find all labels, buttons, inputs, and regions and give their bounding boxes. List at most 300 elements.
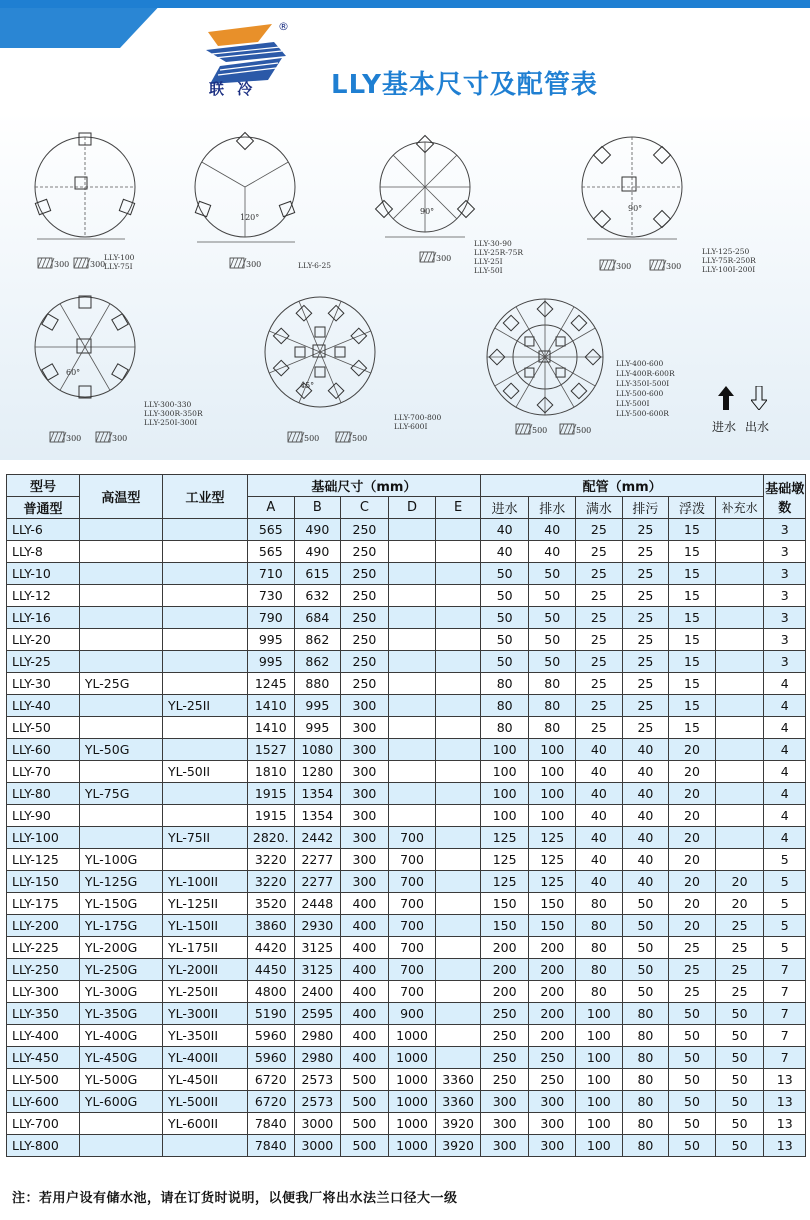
table-cell: YL-400G	[79, 1025, 162, 1047]
header-hightemp: 高温型	[79, 475, 162, 519]
table-cell: 250	[341, 629, 389, 651]
table-cell: 700	[388, 937, 436, 959]
table-cell: LLY-12	[7, 585, 80, 607]
table-cell: 300	[341, 827, 389, 849]
table-cell: 250	[480, 1069, 529, 1091]
table-cell	[79, 1113, 162, 1135]
table-cell: 300	[529, 1091, 576, 1113]
table-cell: 684	[294, 607, 341, 629]
table-cell	[436, 893, 481, 915]
dimension-line	[520, 424, 524, 434]
table-cell: 565	[247, 519, 294, 541]
table-cell: 2277	[294, 871, 341, 893]
dimension-line	[238, 258, 242, 268]
base-dimension-label: 500	[352, 434, 368, 443]
table-cell: 7840	[247, 1135, 294, 1157]
table-cell: 25	[576, 651, 623, 673]
header-e: E	[436, 497, 481, 519]
table-cell: 7	[764, 1047, 806, 1069]
dimension-line	[495, 328, 545, 357]
header-model: 型号	[7, 475, 80, 497]
foundation-diagrams	[0, 112, 810, 460]
table-cell	[715, 563, 764, 585]
table-cell: 3	[764, 563, 806, 585]
table-cell: YL-500II	[162, 1091, 247, 1113]
table-cell: 500	[341, 1135, 389, 1157]
pier-square	[237, 133, 254, 150]
pier-square	[594, 147, 611, 164]
brand-name: 联 冷	[209, 80, 257, 98]
model-label: LLY-6-25	[298, 261, 331, 270]
table-cell: 6720	[247, 1091, 294, 1113]
dimension-line	[230, 258, 234, 268]
table-cell: 80	[480, 695, 529, 717]
table-row	[7, 783, 806, 805]
table-cell	[79, 563, 162, 585]
table-cell: 25	[576, 519, 623, 541]
table-cell	[436, 827, 481, 849]
table-row	[7, 739, 806, 761]
table-cell: 100	[529, 805, 576, 827]
table-cell	[388, 585, 436, 607]
table-cell: 250	[480, 1003, 529, 1025]
table-cell: 250	[480, 1047, 529, 1069]
dimension-line	[516, 307, 545, 357]
table-cell: 25	[622, 651, 669, 673]
table-cell: 700	[388, 915, 436, 937]
table-cell: 700	[388, 827, 436, 849]
table-cell: LLY-300	[7, 981, 80, 1003]
table-cell	[436, 761, 481, 783]
table-cell	[162, 607, 247, 629]
table-cell: 5	[764, 915, 806, 937]
table-cell: 40	[622, 827, 669, 849]
header	[0, 0, 810, 120]
table-cell: YL-600G	[79, 1091, 162, 1113]
table-cell	[715, 717, 764, 739]
table-cell	[436, 717, 481, 739]
table-row	[7, 695, 806, 717]
table-cell	[162, 717, 247, 739]
table-cell: 3860	[247, 915, 294, 937]
model-label: LLY-75R-250R	[702, 256, 756, 265]
base-dimension-label: 300	[616, 262, 632, 271]
table-cell: 250	[341, 541, 389, 563]
table-cell: 1410	[247, 717, 294, 739]
table-cell: 2400	[294, 981, 341, 1003]
table-cell: LLY-450	[7, 1047, 80, 1069]
table-cell: 995	[294, 717, 341, 739]
table-cell: LLY-150	[7, 871, 80, 893]
table-row	[7, 541, 806, 563]
base-dimension-label: 500	[576, 426, 592, 435]
table-cell	[436, 695, 481, 717]
model-label: LLY-400-600	[616, 359, 664, 368]
table-cell: 50	[622, 893, 669, 915]
table-cell	[436, 607, 481, 629]
table-cell: 50	[480, 629, 529, 651]
table-cell: 50	[622, 959, 669, 981]
table-row	[7, 519, 806, 541]
table-cell: 125	[480, 871, 529, 893]
table-cell: 400	[341, 893, 389, 915]
table-cell: 790	[247, 607, 294, 629]
table-row	[7, 871, 806, 893]
table-cell: 400	[341, 959, 389, 981]
dimension-line	[524, 424, 528, 434]
table-cell: 50	[529, 563, 576, 585]
table-cell: 15	[669, 541, 716, 563]
table-cell: 300	[341, 761, 389, 783]
table-cell	[436, 937, 481, 959]
table-cell: LLY-200	[7, 915, 80, 937]
model-label: LLY-600I	[394, 422, 428, 431]
table-row	[7, 893, 806, 915]
table-cell	[79, 695, 162, 717]
model-label: LLY-300-330	[144, 400, 192, 409]
table-cell: 25	[576, 585, 623, 607]
table-cell: 7	[764, 1003, 806, 1025]
table-cell: 13	[764, 1135, 806, 1157]
base-dimension-label: 300	[90, 260, 106, 269]
table-cell: 50	[480, 563, 529, 585]
table-cell: 7	[764, 959, 806, 981]
table-cell: 2595	[294, 1003, 341, 1025]
table-cell: 300	[341, 717, 389, 739]
table-row	[7, 1113, 806, 1135]
dimension-line	[425, 155, 457, 187]
table-cell: 25	[715, 981, 764, 1003]
base-dimension-label: 300	[112, 434, 128, 443]
table-cell: 250	[341, 563, 389, 585]
dimension-line	[424, 252, 428, 262]
table-cell	[436, 541, 481, 563]
pier-square	[42, 314, 58, 330]
table-cell: 862	[294, 651, 341, 673]
page-title: LLY基本尺寸及配管表	[331, 70, 598, 100]
table-cell: 15	[669, 673, 716, 695]
inlet-arrow-icon	[718, 386, 734, 410]
table-cell: 1810	[247, 761, 294, 783]
table-cell: 20	[715, 871, 764, 893]
model-label: LLY-350I-500I	[616, 379, 670, 388]
table-cell: 50	[480, 607, 529, 629]
table-cell: 50	[715, 1091, 764, 1113]
model-label: LLY-500I	[616, 399, 650, 408]
table-cell: 1000	[388, 1135, 436, 1157]
base-dimension-label: 300	[66, 434, 82, 443]
table-cell: 40	[622, 739, 669, 761]
dimension-line	[344, 432, 348, 442]
table-row	[7, 761, 806, 783]
table-cell: 50	[622, 937, 669, 959]
dimension-line	[46, 258, 50, 268]
table-cell: 300	[529, 1113, 576, 1135]
table-cell: 50	[529, 585, 576, 607]
dimension-line	[545, 357, 595, 386]
table-cell	[388, 607, 436, 629]
model-label: LLY-25R-75R	[474, 248, 524, 257]
table-cell: 80	[480, 717, 529, 739]
pier-square	[654, 147, 671, 164]
table-cell: 100	[480, 739, 529, 761]
dimension-line	[654, 260, 658, 270]
table-row	[7, 651, 806, 673]
table-cell: 3920	[436, 1113, 481, 1135]
table-cell: 20	[669, 783, 716, 805]
table-cell	[79, 1135, 162, 1157]
model-label: LLY-400R-600R	[616, 369, 675, 378]
table-cell: 50	[669, 1047, 716, 1069]
table-cell: 40	[576, 805, 623, 827]
table-cell: 250	[341, 651, 389, 673]
table-cell: LLY-125	[7, 849, 80, 871]
table-cell: 4	[764, 783, 806, 805]
table-row	[7, 607, 806, 629]
table-cell: 1280	[294, 761, 341, 783]
table-cell	[162, 651, 247, 673]
table-cell	[436, 959, 481, 981]
table-cell: 1080	[294, 739, 341, 761]
pier-square	[525, 368, 534, 377]
pier-square	[315, 327, 325, 337]
table-cell: 3	[764, 651, 806, 673]
table-cell: YL-100II	[162, 871, 247, 893]
table-cell: 80	[622, 1069, 669, 1091]
base-dimension-label: 500	[532, 426, 548, 435]
table-cell: 3920	[436, 1135, 481, 1157]
table-cell: YL-250II	[162, 981, 247, 1003]
table-cell: 3	[764, 541, 806, 563]
table-cell: 862	[294, 629, 341, 651]
table-cell	[79, 519, 162, 541]
table-cell: YL-75G	[79, 783, 162, 805]
table-cell: YL-500G	[79, 1069, 162, 1091]
table-cell	[436, 563, 481, 585]
table-cell: 13	[764, 1091, 806, 1113]
table-cell: 200	[480, 981, 529, 1003]
dimension-line	[42, 258, 46, 268]
table-cell: 40	[622, 805, 669, 827]
table-cell: LLY-6	[7, 519, 80, 541]
table-cell	[388, 805, 436, 827]
table-cell: YL-25G	[79, 673, 162, 695]
table-cell: 25	[576, 629, 623, 651]
table-cell: 3360	[436, 1069, 481, 1091]
pier-square	[335, 347, 345, 357]
table-cell: 3000	[294, 1135, 341, 1157]
dimension-line	[288, 432, 292, 442]
dimension-line	[650, 260, 654, 270]
table-cell: YL-450II	[162, 1069, 247, 1091]
table-cell: 1915	[247, 783, 294, 805]
dimension-line	[58, 432, 62, 442]
table-cell: LLY-8	[7, 541, 80, 563]
table-cell	[388, 783, 436, 805]
table-cell: 2980	[294, 1025, 341, 1047]
table-cell: 3	[764, 585, 806, 607]
table-cell	[162, 585, 247, 607]
table-cell: 1354	[294, 805, 341, 827]
table-cell	[715, 629, 764, 651]
table-cell: 4800	[247, 981, 294, 1003]
pier-square	[79, 386, 91, 398]
table-cell: LLY-800	[7, 1135, 80, 1157]
table-cell: 80	[529, 695, 576, 717]
model-label: LLY-250I-300I	[144, 418, 198, 427]
table-cell: 80	[576, 893, 623, 915]
table-cell: 200	[529, 1025, 576, 1047]
table-cell: 15	[669, 629, 716, 651]
table-cell: 15	[669, 585, 716, 607]
table-cell: LLY-20	[7, 629, 80, 651]
table-row	[7, 849, 806, 871]
table-cell	[79, 541, 162, 563]
table-cell: LLY-50	[7, 717, 80, 739]
table-cell: 25	[622, 673, 669, 695]
table-cell: 200	[480, 937, 529, 959]
table-cell: 40	[576, 827, 623, 849]
table-cell: 5	[764, 893, 806, 915]
base-dimension-label: 300	[436, 254, 452, 263]
pier-square	[556, 337, 565, 346]
table-cell: 200	[529, 937, 576, 959]
model-label: LLY-100	[104, 253, 135, 262]
table-cell	[715, 519, 764, 541]
pier-square	[654, 211, 671, 228]
table-cell: 80	[576, 915, 623, 937]
table-cell: 25	[669, 959, 716, 981]
pier-square	[42, 364, 58, 380]
table-cell: 25	[669, 981, 716, 1003]
model-label: LLY-300R-350R	[144, 409, 203, 418]
table-cell: 20	[669, 739, 716, 761]
table-cell: 50	[669, 1091, 716, 1113]
header-piping: 配管（mm）	[480, 475, 764, 497]
dimension-line	[393, 155, 425, 187]
table-cell: 4	[764, 761, 806, 783]
table-cell	[162, 673, 247, 695]
table-cell: 50	[669, 1069, 716, 1091]
table-cell	[79, 651, 162, 673]
table-cell	[436, 673, 481, 695]
angle-label: 60°	[66, 368, 81, 377]
base-dimension-label: 300	[54, 260, 70, 269]
table-cell: 300	[341, 805, 389, 827]
table-cell	[162, 739, 247, 761]
table-cell: 1000	[388, 1025, 436, 1047]
table-cell: 100	[576, 1091, 623, 1113]
pier-square	[79, 296, 91, 308]
table-cell: LLY-250	[7, 959, 80, 981]
dimension-line	[78, 258, 82, 268]
table-cell: 5	[764, 871, 806, 893]
table-cell: 4	[764, 827, 806, 849]
table-cell: 150	[529, 915, 576, 937]
table-row	[7, 959, 806, 981]
table-cell: 25	[715, 959, 764, 981]
table-cell: YL-25II	[162, 695, 247, 717]
table-cell: 50	[669, 1113, 716, 1135]
table-cell: 632	[294, 585, 341, 607]
table-cell: 125	[529, 871, 576, 893]
table-cell: 1000	[388, 1113, 436, 1135]
spec-table-body	[7, 519, 806, 1157]
table-cell	[388, 541, 436, 563]
table-cell: 5960	[247, 1025, 294, 1047]
table-row	[7, 673, 806, 695]
table-cell: YL-200G	[79, 937, 162, 959]
table-row	[7, 563, 806, 585]
table-cell: 40	[576, 871, 623, 893]
table-cell: 7	[764, 981, 806, 1003]
table-cell	[162, 805, 247, 827]
table-cell	[715, 849, 764, 871]
table-cell: 400	[341, 937, 389, 959]
table-cell	[436, 981, 481, 1003]
table-cell	[715, 673, 764, 695]
pier-square	[315, 367, 325, 377]
table-cell	[715, 585, 764, 607]
table-cell: 4	[764, 695, 806, 717]
table-cell	[162, 849, 247, 871]
table-cell: 25	[622, 585, 669, 607]
header-drain: 排污	[622, 497, 669, 519]
table-cell: 50	[529, 651, 576, 673]
table-cell: 15	[669, 563, 716, 585]
table-cell: 250	[341, 585, 389, 607]
table-cell: 25	[576, 717, 623, 739]
table-cell: 40	[622, 849, 669, 871]
table-cell	[162, 629, 247, 651]
table-cell: 3	[764, 629, 806, 651]
dimension-line	[545, 307, 574, 357]
table-row	[7, 717, 806, 739]
pier-square	[295, 347, 305, 357]
table-cell	[388, 717, 436, 739]
table-cell: 400	[341, 981, 389, 1003]
table-cell: YL-50G	[79, 739, 162, 761]
dimension-line	[545, 328, 595, 357]
table-cell: YL-175G	[79, 915, 162, 937]
table-row	[7, 827, 806, 849]
registered-mark: ®	[278, 20, 289, 33]
table-cell: 125	[529, 827, 576, 849]
model-label: LLY-30-90	[474, 239, 512, 248]
table-cell: 80	[576, 959, 623, 981]
base-dimension-label: 500	[304, 434, 320, 443]
table-cell: LLY-175	[7, 893, 80, 915]
table-cell: 100	[576, 1025, 623, 1047]
table-cell: YL-250G	[79, 959, 162, 981]
table-cell	[715, 783, 764, 805]
table-cell: 20	[669, 827, 716, 849]
table-cell: 2820.	[247, 827, 294, 849]
table-cell: 300	[480, 1113, 529, 1135]
table-cell: 100	[480, 805, 529, 827]
table-cell: 250	[341, 519, 389, 541]
table-cell	[715, 541, 764, 563]
table-cell: 40	[576, 761, 623, 783]
table-cell	[436, 915, 481, 937]
dimension-line	[658, 260, 662, 270]
table-cell: 15	[669, 519, 716, 541]
dimension-line	[292, 432, 296, 442]
table-cell: 40	[622, 871, 669, 893]
table-cell: 50	[669, 1003, 716, 1025]
table-cell: 20	[669, 849, 716, 871]
table-cell: 3	[764, 607, 806, 629]
